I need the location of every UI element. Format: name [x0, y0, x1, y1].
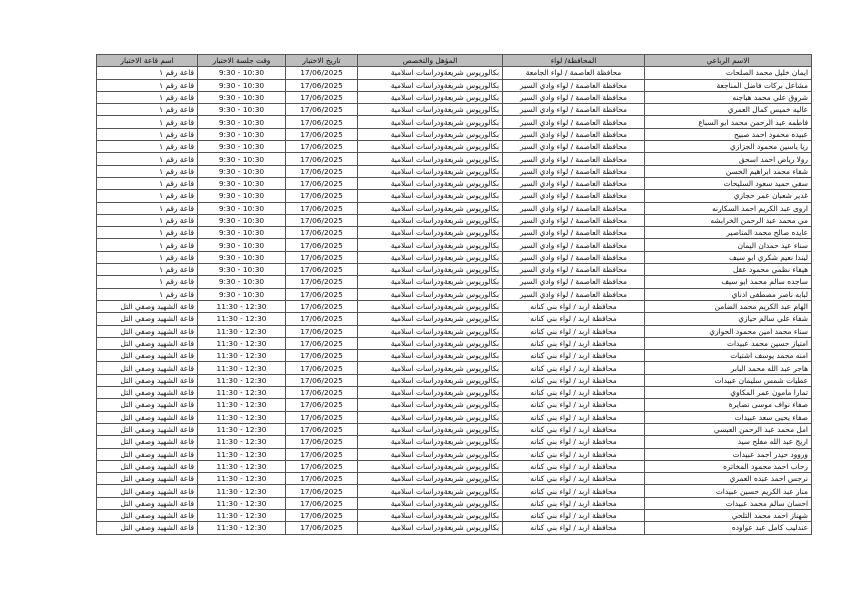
governorate-cell: محافظة اربد / لواء بني كنانه — [503, 362, 645, 374]
governorate-cell: محافظة اربد / لواء بني كنانه — [503, 509, 645, 521]
exam-date-cell: 17/06/2025 — [286, 473, 358, 485]
table-row — [97, 300, 812, 312]
exam-hall-cell: قاعة رقم ١ — [97, 251, 198, 263]
session-time-cell: 11:30 - 12:30 — [198, 362, 286, 374]
table-row — [97, 387, 812, 399]
exam-hall-cell: قاعة الشهيد وصفي التل — [97, 497, 198, 509]
table-row — [97, 251, 812, 263]
exam-date-cell: 17/06/2025 — [286, 300, 358, 312]
session-time-cell: 11:30 - 12:30 — [198, 436, 286, 448]
table-row — [97, 448, 812, 460]
session-time-cell: 9:30 - 10:30 — [198, 116, 286, 128]
exam-date-cell: 17/06/2025 — [286, 79, 358, 91]
table-row — [97, 436, 812, 448]
full-name-cell: غدير شعبان عمر حجازي — [645, 190, 812, 202]
exam-date-cell: 17/06/2025 — [286, 350, 358, 362]
session-time-cell: 11:30 - 12:30 — [198, 509, 286, 521]
table-row — [97, 325, 812, 337]
session-time-cell: 11:30 - 12:30 — [198, 350, 286, 362]
header-full-name: الاسم الرباعي — [645, 55, 812, 67]
full-name-cell: امل محمد عبد الرحمن العبسي — [645, 423, 812, 435]
governorate-cell: محافظة العاصمة / لواء وادي السير — [503, 165, 645, 177]
full-name-cell: عبيده محمود احمد صبيح — [645, 128, 812, 140]
qualification-cell: بكالوريوس شريعةودراسات اسلامية — [358, 239, 503, 251]
exam-date-cell: 17/06/2025 — [286, 411, 358, 423]
full-name-cell: ريا ياسين محمود الجزازي — [645, 141, 812, 153]
qualification-cell: بكالوريوس شريعةودراسات اسلامية — [358, 104, 503, 116]
header-governorate: المحافظة/ لواء — [503, 55, 645, 67]
table-row — [97, 497, 812, 509]
session-time-cell: 11:30 - 12:30 — [198, 374, 286, 386]
qualification-cell: بكالوريوس شريعةودراسات اسلامية — [358, 460, 503, 472]
qualification-cell: بكالوريوس شريعةودراسات اسلامية — [358, 337, 503, 349]
table-row — [97, 177, 812, 189]
exam-hall-cell: قاعة رقم ١ — [97, 177, 198, 189]
exam-hall-cell: قاعة رقم ١ — [97, 288, 198, 300]
session-time-cell: 9:30 - 10:30 — [198, 128, 286, 140]
session-time-cell: 11:30 - 12:30 — [198, 399, 286, 411]
full-name-cell: رولا رياض احمد اسحق — [645, 153, 812, 165]
full-name-cell: اروى عبد الكريم احمد السكارنه — [645, 202, 812, 214]
full-name-cell: احسان سالم محمد عبيدات — [645, 497, 812, 509]
exam-date-cell: 17/06/2025 — [286, 239, 358, 251]
governorate-cell: محافظة اربد / لواء بني كنانه — [503, 387, 645, 399]
session-time-cell: 9:30 - 10:30 — [198, 190, 286, 202]
exam-date-cell: 17/06/2025 — [286, 276, 358, 288]
table-row — [97, 473, 812, 485]
table-row — [97, 313, 812, 325]
exam-date-cell: 17/06/2025 — [286, 104, 358, 116]
exam-hall-cell: قاعة الشهيد وصفي التل — [97, 374, 198, 386]
exam-hall-cell: قاعة رقم ١ — [97, 227, 198, 239]
qualification-cell: بكالوريوس شريعةودراسات اسلامية — [358, 276, 503, 288]
exam-hall-cell: قاعة الشهيد وصفي التل — [97, 399, 198, 411]
governorate-cell: محافظة العاصمة / لواء وادي السير — [503, 202, 645, 214]
exam-schedule-table — [96, 54, 812, 535]
table-row — [97, 239, 812, 251]
table-row — [97, 411, 812, 423]
table-row — [97, 460, 812, 472]
governorate-cell: محافظة اربد / لواء بني كنانه — [503, 460, 645, 472]
table-row — [97, 509, 812, 521]
session-time-cell: 11:30 - 12:30 — [198, 473, 286, 485]
session-time-cell: 11:30 - 12:30 — [198, 300, 286, 312]
session-time-cell: 11:30 - 12:30 — [198, 485, 286, 497]
exam-date-cell: 17/06/2025 — [286, 190, 358, 202]
table-row — [97, 264, 812, 276]
full-name-cell: هاجر عبد الله محمد البابر — [645, 362, 812, 374]
qualification-cell: بكالوريوس شريعةودراسات اسلامية — [358, 509, 503, 521]
full-name-cell: ايمان خليل محمد الصلحات — [645, 67, 812, 79]
exam-hall-cell: قاعة الشهيد وصفي التل — [97, 325, 198, 337]
table-row — [97, 153, 812, 165]
full-name-cell: امتياز حسين محمد عبيدات — [645, 337, 812, 349]
governorate-cell: محافظة اربد / لواء بني كنانه — [503, 497, 645, 509]
session-time-cell: 9:30 - 10:30 — [198, 251, 286, 263]
governorate-cell: محافظة اربد / لواء بني كنانه — [503, 473, 645, 485]
exam-date-cell: 17/06/2025 — [286, 485, 358, 497]
exam-hall-cell: قاعة الشهيد وصفي التل — [97, 362, 198, 374]
header-exam-hall: اسم قاعة الاختبار — [97, 55, 198, 67]
governorate-cell: محافظة العاصمة / لواء وادي السير — [503, 79, 645, 91]
table-row — [97, 190, 812, 202]
table-row — [97, 362, 812, 374]
session-time-cell: 11:30 - 12:30 — [198, 313, 286, 325]
governorate-cell: محافظة العاصمة / لواء وادي السير — [503, 251, 645, 263]
qualification-cell: بكالوريوس شريعةودراسات اسلامية — [358, 374, 503, 386]
qualification-cell: بكالوريوس شريعةودراسات اسلامية — [358, 251, 503, 263]
governorate-cell: محافظة اربد / لواء بني كنانه — [503, 399, 645, 411]
session-time-cell: 9:30 - 10:30 — [198, 104, 286, 116]
exam-hall-cell: قاعة الشهيد وصفي التل — [97, 473, 198, 485]
full-name-cell: وروود حيدر احمد عبيدات — [645, 448, 812, 460]
qualification-cell: بكالوريوس شريعةودراسات اسلامية — [358, 522, 503, 534]
table-row — [97, 423, 812, 435]
governorate-cell: محافظة اربد / لواء بني كنانه — [503, 300, 645, 312]
qualification-cell: بكالوريوس شريعةودراسات اسلامية — [358, 227, 503, 239]
full-name-cell: فاطمه عبد الرحمن محمد ابو السباع — [645, 116, 812, 128]
exam-date-cell: 17/06/2025 — [286, 141, 358, 153]
governorate-cell: محافظة العاصمة / لواء وادي السير — [503, 128, 645, 140]
exam-hall-cell: قاعة رقم ١ — [97, 116, 198, 128]
table-row — [97, 522, 812, 534]
table-row — [97, 202, 812, 214]
table-row — [97, 374, 812, 386]
table-row — [97, 141, 812, 153]
session-time-cell: 11:30 - 12:30 — [198, 337, 286, 349]
exam-hall-cell: قاعة رقم ١ — [97, 239, 198, 251]
qualification-cell: بكالوريوس شريعةودراسات اسلامية — [358, 288, 503, 300]
exam-hall-cell: قاعة الشهيد وصفي التل — [97, 350, 198, 362]
table-body — [97, 67, 812, 534]
table-row — [97, 67, 812, 79]
full-name-cell: شهناز احمد محمد التلحي — [645, 509, 812, 521]
governorate-cell: محافظة اربد / لواء بني كنانه — [503, 411, 645, 423]
exam-hall-cell: قاعة رقم ١ — [97, 91, 198, 103]
session-time-cell: 11:30 - 12:30 — [198, 497, 286, 509]
session-time-cell: 9:30 - 10:30 — [198, 79, 286, 91]
session-time-cell: 11:30 - 12:30 — [198, 448, 286, 460]
governorate-cell: محافظة العاصمة / لواء وادي السير — [503, 190, 645, 202]
qualification-cell: بكالوريوس شريعةودراسات اسلامية — [358, 423, 503, 435]
exam-date-cell: 17/06/2025 — [286, 313, 358, 325]
governorate-cell: محافظة العاصمة / لواء وادي السير — [503, 91, 645, 103]
session-time-cell: 9:30 - 10:30 — [198, 288, 286, 300]
exam-date-cell: 17/06/2025 — [286, 460, 358, 472]
session-time-cell: 11:30 - 12:30 — [198, 411, 286, 423]
exam-hall-cell: قاعة الشهيد وصفي التل — [97, 300, 198, 312]
exam-date-cell: 17/06/2025 — [286, 522, 358, 534]
exam-date-cell: 17/06/2025 — [286, 91, 358, 103]
exam-date-cell: 17/06/2025 — [286, 325, 358, 337]
exam-hall-cell: قاعة الشهيد وصفي التل — [97, 509, 198, 521]
session-time-cell: 9:30 - 10:30 — [198, 264, 286, 276]
qualification-cell: بكالوريوس شريعةودراسات اسلامية — [358, 165, 503, 177]
qualification-cell: بكالوريوس شريعةودراسات اسلامية — [358, 387, 503, 399]
session-time-cell: 9:30 - 10:30 — [198, 239, 286, 251]
qualification-cell: بكالوريوس شريعةودراسات اسلامية — [358, 497, 503, 509]
exam-date-cell: 17/06/2025 — [286, 153, 358, 165]
session-time-cell: 9:30 - 10:30 — [198, 276, 286, 288]
exam-date-cell: 17/06/2025 — [286, 116, 358, 128]
governorate-cell: محافظة العاصمة / لواء الجامعة — [503, 67, 645, 79]
exam-date-cell: 17/06/2025 — [286, 214, 358, 226]
qualification-cell: بكالوريوس شريعةودراسات اسلامية — [358, 399, 503, 411]
session-time-cell: 11:30 - 12:30 — [198, 460, 286, 472]
governorate-cell: محافظة العاصمة / لواء وادي السير — [503, 153, 645, 165]
exam-date-cell: 17/06/2025 — [286, 448, 358, 460]
qualification-cell: بكالوريوس شريعةودراسات اسلامية — [358, 485, 503, 497]
full-name-cell: مي محمد عبد الرحمن الخرابشه — [645, 214, 812, 226]
header-exam-date: تاريخ الاختبار — [286, 55, 358, 67]
exam-hall-cell: قاعة رقم ١ — [97, 276, 198, 288]
governorate-cell: محافظة العاصمة / لواء وادي السير — [503, 214, 645, 226]
governorate-cell: محافظة اربد / لواء بني كنانه — [503, 313, 645, 325]
full-name-cell: سناء محمد امين محمود الحواري — [645, 325, 812, 337]
governorate-cell: محافظة العاصمة / لواء وادي السير — [503, 239, 645, 251]
exam-hall-cell: قاعة الشهيد وصفي التل — [97, 387, 198, 399]
table-row — [97, 485, 812, 497]
qualification-cell: بكالوريوس شريعةودراسات اسلامية — [358, 350, 503, 362]
full-name-cell: اريج عبد الله مفلح سيد — [645, 436, 812, 448]
exam-hall-cell: قاعة الشهيد وصفي التل — [97, 313, 198, 325]
exam-hall-cell: قاعة رقم ١ — [97, 104, 198, 116]
full-name-cell: عندليب كامل عبد عواوده — [645, 522, 812, 534]
header-qualification: المؤهل والتخصص — [358, 55, 503, 67]
exam-date-cell: 17/06/2025 — [286, 399, 358, 411]
exam-hall-cell: قاعة رقم ١ — [97, 128, 198, 140]
full-name-cell: مشاعل بركات فاضل المناجعة — [645, 79, 812, 91]
session-time-cell: 9:30 - 10:30 — [198, 227, 286, 239]
qualification-cell: بكالوريوس شريعةودراسات اسلامية — [358, 325, 503, 337]
governorate-cell: محافظة العاصمة / لواء وادي السير — [503, 276, 645, 288]
exam-date-cell: 17/06/2025 — [286, 423, 358, 435]
session-time-cell: 9:30 - 10:30 — [198, 141, 286, 153]
exam-hall-cell: قاعة الشهيد وصفي التل — [97, 411, 198, 423]
table-row — [97, 214, 812, 226]
session-time-cell: 11:30 - 12:30 — [198, 387, 286, 399]
session-time-cell: 11:30 - 12:30 — [198, 325, 286, 337]
qualification-cell: بكالوريوس شريعةودراسات اسلامية — [358, 116, 503, 128]
full-name-cell: عايده صالح محمد المناصير — [645, 227, 812, 239]
exam-hall-cell: قاعة رقم ١ — [97, 165, 198, 177]
exam-date-cell: 17/06/2025 — [286, 374, 358, 386]
qualification-cell: بكالوريوس شريعةودراسات اسلامية — [358, 362, 503, 374]
qualification-cell: بكالوريوس شريعةودراسات اسلامية — [358, 153, 503, 165]
full-name-cell: لبابه ناصر مصطفى ادناي — [645, 288, 812, 300]
exam-hall-cell: قاعة الشهيد وصفي التل — [97, 522, 198, 534]
full-name-cell: الهام عبد الكريم محمد الضامن — [645, 300, 812, 312]
exam-hall-cell: قاعة الشهيد وصفي التل — [97, 337, 198, 349]
exam-date-cell: 17/06/2025 — [286, 177, 358, 189]
qualification-cell: بكالوريوس شريعةودراسات اسلامية — [358, 202, 503, 214]
table-row — [97, 79, 812, 91]
governorate-cell: محافظة اربد / لواء بني كنانه — [503, 374, 645, 386]
exam-hall-cell: قاعة رقم ١ — [97, 67, 198, 79]
governorate-cell: محافظة العاصمة / لواء وادي السير — [503, 264, 645, 276]
full-name-cell: شفاء محمد ابراهيم الحسن — [645, 165, 812, 177]
table-row — [97, 116, 812, 128]
full-name-cell: صفاء يحيى سعد عبيدات — [645, 411, 812, 423]
exam-date-cell: 17/06/2025 — [286, 436, 358, 448]
governorate-cell: محافظة اربد / لواء بني كنانه — [503, 325, 645, 337]
qualification-cell: بكالوريوس شريعةودراسات اسلامية — [358, 79, 503, 91]
session-time-cell: 9:30 - 10:30 — [198, 67, 286, 79]
session-time-cell: 11:30 - 12:30 — [198, 522, 286, 534]
table-row — [97, 276, 812, 288]
exam-date-cell: 17/06/2025 — [286, 202, 358, 214]
governorate-cell: محافظة اربد / لواء بني كنانه — [503, 423, 645, 435]
exam-date-cell: 17/06/2025 — [286, 227, 358, 239]
qualification-cell: بكالوريوس شريعةودراسات اسلامية — [358, 190, 503, 202]
full-name-cell: منار عبد الكريم حسين عبيدات — [645, 485, 812, 497]
full-name-cell: نرجس احمد عبده العمري — [645, 473, 812, 485]
qualification-cell: بكالوريوس شريعةودراسات اسلامية — [358, 411, 503, 423]
exam-hall-cell: قاعة رقم ١ — [97, 153, 198, 165]
exam-hall-cell: قاعة رقم ١ — [97, 141, 198, 153]
governorate-cell: محافظة العاصمة / لواء وادي السير — [503, 227, 645, 239]
exam-hall-cell: قاعة الشهيد وصفي التل — [97, 448, 198, 460]
full-name-cell: عاليه خميس كمال العمري — [645, 104, 812, 116]
table-row — [97, 288, 812, 300]
qualification-cell: بكالوريوس شريعةودراسات اسلامية — [358, 264, 503, 276]
full-name-cell: شروق علي محمد هباجنه — [645, 91, 812, 103]
full-name-cell: عطيات شمس سليمان عبيدات — [645, 374, 812, 386]
exam-date-cell: 17/06/2025 — [286, 128, 358, 140]
exam-date-cell: 17/06/2025 — [286, 165, 358, 177]
qualification-cell: بكالوريوس شريعةودراسات اسلامية — [358, 91, 503, 103]
qualification-cell: بكالوريوس شريعةودراسات اسلامية — [358, 177, 503, 189]
governorate-cell: محافظة اربد / لواء بني كنانه — [503, 448, 645, 460]
governorate-cell: محافظة اربد / لواء بني كنانه — [503, 436, 645, 448]
exam-date-cell: 17/06/2025 — [286, 251, 358, 263]
governorate-cell: محافظة العاصمة / لواء وادي السير — [503, 104, 645, 116]
session-time-cell: 11:30 - 12:30 — [198, 423, 286, 435]
qualification-cell: بكالوريوس شريعةودراسات اسلامية — [358, 473, 503, 485]
governorate-cell: محافظة العاصمة / لواء وادي السير — [503, 177, 645, 189]
session-time-cell: 9:30 - 10:30 — [198, 165, 286, 177]
qualification-cell: بكالوريوس شريعةودراسات اسلامية — [358, 300, 503, 312]
table-row — [97, 165, 812, 177]
exam-hall-cell: قاعة رقم ١ — [97, 214, 198, 226]
session-time-cell: 9:30 - 10:30 — [198, 202, 286, 214]
exam-hall-cell: قاعة رقم ١ — [97, 202, 198, 214]
governorate-cell: محافظة العاصمة / لواء وادي السير — [503, 116, 645, 128]
full-name-cell: رحاب احمد محمود المخاتره — [645, 460, 812, 472]
exam-date-cell: 17/06/2025 — [286, 264, 358, 276]
governorate-cell: محافظة اربد / لواء بني كنانه — [503, 337, 645, 349]
table-row — [97, 91, 812, 103]
exam-hall-cell: قاعة الشهيد وصفي التل — [97, 485, 198, 497]
exam-hall-cell: قاعة رقم ١ — [97, 79, 198, 91]
full-name-cell: تمارا مامون عمر المكاوي — [645, 387, 812, 399]
exam-date-cell: 17/06/2025 — [286, 337, 358, 349]
exam-date-cell: 17/06/2025 — [286, 362, 358, 374]
exam-hall-cell: قاعة رقم ١ — [97, 190, 198, 202]
table-row — [97, 337, 812, 349]
session-time-cell: 9:30 - 10:30 — [198, 153, 286, 165]
session-time-cell: 9:30 - 10:30 — [198, 214, 286, 226]
exam-date-cell: 17/06/2025 — [286, 497, 358, 509]
full-name-cell: صفاء نواف موسى نصايرة — [645, 399, 812, 411]
exam-hall-cell: قاعة الشهيد وصفي التل — [97, 460, 198, 472]
full-name-cell: شفاء علي سالم حيازي — [645, 313, 812, 325]
full-name-cell: هيفاء نظمي محمود عقل — [645, 264, 812, 276]
table-row — [97, 399, 812, 411]
qualification-cell: بكالوريوس شريعةودراسات اسلامية — [358, 214, 503, 226]
full-name-cell: امنه محمد يوسف اشتيات — [645, 350, 812, 362]
table-header — [97, 55, 812, 67]
header-session-time: وقت جلسة الاختبار — [198, 55, 286, 67]
exam-hall-cell: قاعة رقم ١ — [97, 264, 198, 276]
exam-date-cell: 17/06/2025 — [286, 509, 358, 521]
table-row — [97, 350, 812, 362]
full-name-cell: سفي حميد سعود السليحات — [645, 177, 812, 189]
full-name-cell: ساجده سالم محمد ابو سيف — [645, 276, 812, 288]
governorate-cell: محافظة العاصمة / لواء وادي السير — [503, 141, 645, 153]
governorate-cell: محافظة العاصمة / لواء وادي السير — [503, 288, 645, 300]
table-row — [97, 128, 812, 140]
qualification-cell: بكالوريوس شريعةودراسات اسلامية — [358, 67, 503, 79]
table-row — [97, 227, 812, 239]
exam-date-cell: 17/06/2025 — [286, 288, 358, 300]
governorate-cell: محافظة اربد / لواء بني كنانه — [503, 350, 645, 362]
exam-date-cell: 17/06/2025 — [286, 387, 358, 399]
qualification-cell: بكالوريوس شريعةودراسات اسلامية — [358, 313, 503, 325]
table-row — [97, 104, 812, 116]
qualification-cell: بكالوريوس شريعةودراسات اسلامية — [358, 128, 503, 140]
exam-date-cell: 17/06/2025 — [286, 67, 358, 79]
exam-hall-cell: قاعة الشهيد وصفي التل — [97, 423, 198, 435]
session-time-cell: 9:30 - 10:30 — [198, 177, 286, 189]
governorate-cell: محافظة اربد / لواء بني كنانه — [503, 522, 645, 534]
governorate-cell: محافظة اربد / لواء بني كنانه — [503, 485, 645, 497]
header-row — [97, 55, 812, 67]
qualification-cell: بكالوريوس شريعةودراسات اسلامية — [358, 141, 503, 153]
session-time-cell: 9:30 - 10:30 — [198, 91, 286, 103]
qualification-cell: بكالوريوس شريعةودراسات اسلامية — [358, 448, 503, 460]
full-name-cell: سناء عيد حمدان اليمان — [645, 239, 812, 251]
qualification-cell: بكالوريوس شريعةودراسات اسلامية — [358, 436, 503, 448]
exam-hall-cell: قاعة الشهيد وصفي التل — [97, 436, 198, 448]
full-name-cell: ليندا نعيم شكري ابو سيف — [645, 251, 812, 263]
